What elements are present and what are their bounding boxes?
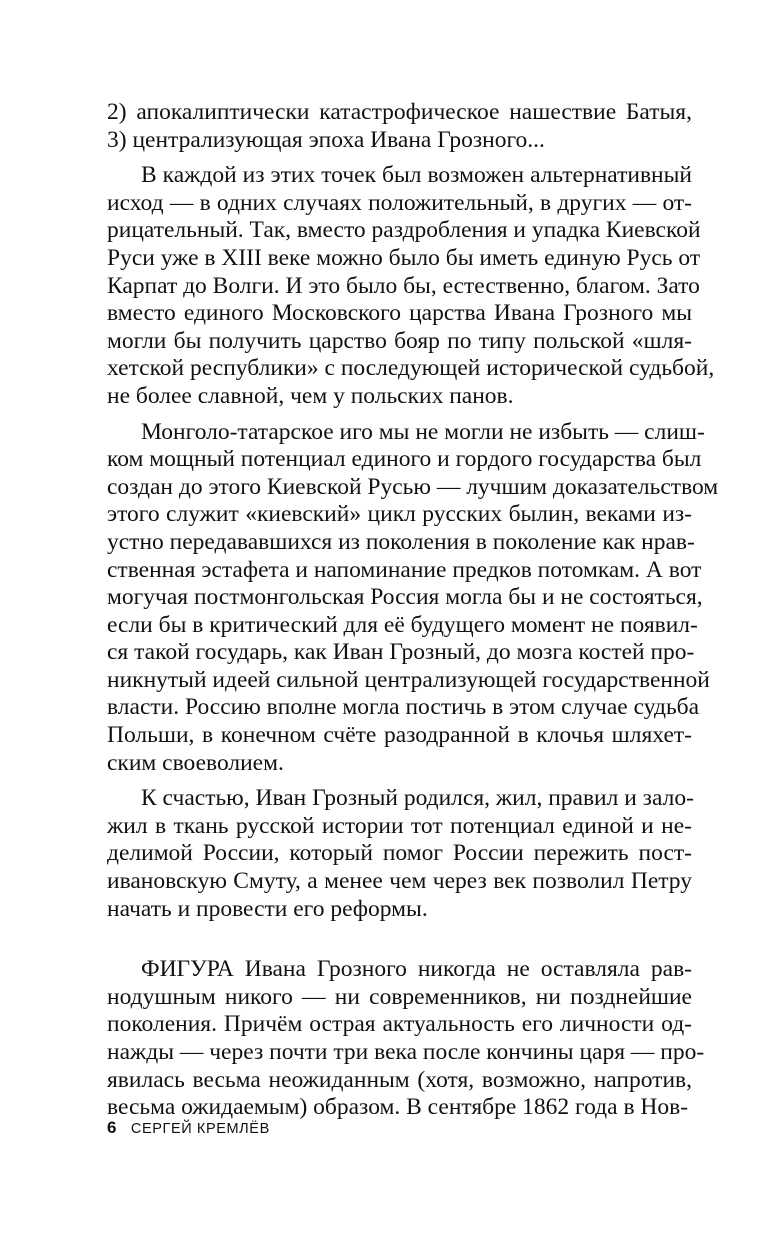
text-line: устно передававшихся из поколения в поколение как нрав- (107, 528, 695, 555)
text-line: В каждой из этих точек был возможен альтернативный (141, 162, 692, 189)
page-number: 6 (107, 1118, 117, 1137)
text-line: исход — в одних случаях положительный, в других — от- (107, 189, 692, 216)
text-line: ивановскую Смуту, а менее чем через век позволил Петру (107, 868, 692, 895)
text-line: ком мощный потенциал единого и гордого государства был (107, 446, 702, 473)
text-line: если бы в критический для её будущего момент не появил- (107, 611, 698, 638)
text-line: Польши, в конечном счёте разодранной в клочья шляхет- (107, 722, 692, 749)
text-line: Карпат до Волги. И это было бы, естественно, благом. Зато (107, 272, 700, 299)
text-line: нажды — через почти три века после кончины царя — про- (107, 1039, 705, 1065)
page-footer (107, 1118, 270, 1138)
text-line: создан до этого Киевской Русью — лучшим доказательством (107, 473, 719, 500)
text-line: К счастью, Иван Грозный родился, жил, правил и зало- (141, 785, 694, 812)
text-line: нодушным никого — ни современников, ни позднейшие (107, 983, 692, 1010)
text-line: никнутый идеей сильной централизующей государственной (107, 666, 710, 693)
text-line: 2) апокалиптически катастрофическое нашествие Батыя, (107, 99, 692, 125)
text-line: ФИГУРА Ивана Грозного никогда не оставляла рав- (141, 956, 692, 983)
paragraph (107, 418, 719, 778)
text-line: ся такой государь, как Иван Грозный, до мозга костей про- (107, 639, 695, 666)
text-line: вместо единого Московского царства Ивана Грозного мы (107, 300, 692, 327)
text-line: начать и провести его реформы. (107, 895, 428, 922)
body-text (107, 99, 719, 1122)
text-line: не более славной, чем у польских панов. (107, 382, 514, 409)
text-line: явилась весьма неожиданным (хотя, возможно, напротив, (107, 1066, 692, 1093)
text-line: Руси уже в XIII веке можно было бы иметь единую Русь от (107, 244, 701, 271)
text-line: жил в ткань русской истории тот потенциал единой и не- (107, 812, 692, 839)
text-line: могучая постмонгольская Россия могла бы и не состояться, (107, 584, 703, 611)
paragraph (107, 785, 692, 923)
paragraph-gap (107, 154, 692, 162)
paragraph-gap (107, 411, 692, 419)
text-line: Монголо-татарское иго мы не могли не избыть — слиш- (141, 418, 705, 445)
text-line: поколения. Причём острая актуальность его личности од- (107, 1011, 692, 1038)
paragraph (107, 99, 692, 154)
running-head-author: СЕРГЕЙ КРЕМЛЁВ (130, 1121, 270, 1137)
section-break (107, 923, 692, 956)
text-line: весьма ожидаемым) образом. В сентябре 1862 года в Нов- (107, 1094, 689, 1121)
text-line: 3) централизующая эпоха Ивана Грозного... (107, 126, 545, 153)
text-line: власти. Россию вполне могла постичь в этом случае судьба (107, 694, 700, 721)
paragraph (107, 956, 705, 1122)
text-line: делимой России, который помог России пережить пост- (107, 840, 692, 867)
paragraph-gap (107, 777, 692, 785)
text-line: ственная эстафета и напоминание предков потомкам. А вот (107, 556, 702, 583)
text-line: хетской республики» с последующей исторической судьбой, (107, 355, 715, 382)
text-line: рицательный. Так, вместо раздробления и упадка Киевской (107, 217, 701, 244)
text-line: этого служит «киевский» цикл русских былин, веками из- (107, 501, 692, 528)
text-line: ским своеволием. (107, 749, 284, 776)
text-line: могли бы получить царство бояр по типу польской «шля- (107, 327, 692, 354)
paragraph (107, 162, 715, 410)
